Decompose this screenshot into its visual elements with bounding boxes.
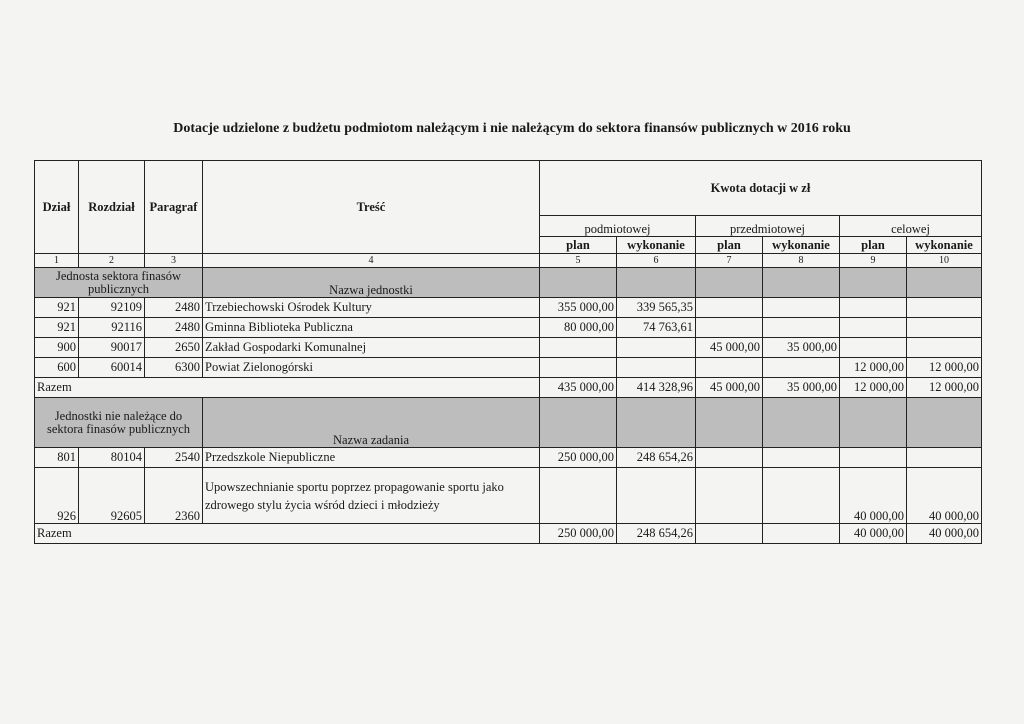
- cell-pod-wykonanie: [617, 358, 696, 378]
- header-celowej: celowej: [840, 216, 982, 237]
- table-row: [35, 318, 982, 338]
- table-row: [35, 338, 982, 358]
- cell-rozdzial: 90017: [79, 338, 145, 358]
- cell-przed-wykonanie: 35 000,00: [763, 338, 840, 358]
- header-przed-plan: plan: [696, 237, 763, 254]
- col-number: 7: [696, 254, 763, 268]
- table-row: [35, 468, 982, 524]
- header-cel-wykonanie: wykonanie: [907, 237, 982, 254]
- total-row: [35, 378, 982, 398]
- cell-przed-plan: [696, 298, 763, 318]
- cell-cel-plan: [840, 318, 907, 338]
- header-przedmiotowej: przedmiotowej: [696, 216, 840, 237]
- cell-pod-plan: [540, 468, 617, 524]
- cell-paragraf: 2650: [145, 338, 203, 358]
- cell-paragraf: 2540: [145, 448, 203, 468]
- total-cel-plan: 12 000,00: [840, 378, 907, 398]
- cell-przed-plan: [696, 358, 763, 378]
- cell-tresc: Przedszkole Niepubliczne: [203, 448, 540, 468]
- cell-cel-wykonanie: 40 000,00: [907, 468, 982, 524]
- total-pod-wykonanie: 248 654,26: [617, 524, 696, 544]
- cell-paragraf: 2360: [145, 468, 203, 524]
- col-number: 4: [203, 254, 540, 268]
- cell-rozdzial: 92605: [79, 468, 145, 524]
- cell-przed-plan: [696, 468, 763, 524]
- total-label: Razem: [35, 524, 540, 544]
- total-label: Razem: [35, 378, 540, 398]
- cell-cel-plan: [840, 298, 907, 318]
- total-cel-wykonanie: 12 000,00: [907, 378, 982, 398]
- header-pod-wykonanie: wykonanie: [617, 237, 696, 254]
- cell-przed-wykonanie: [763, 448, 840, 468]
- col-number: 5: [540, 254, 617, 268]
- cell-cel-wykonanie: 12 000,00: [907, 358, 982, 378]
- col-number: 2: [79, 254, 145, 268]
- cell-pod-wykonanie: [617, 468, 696, 524]
- header-podmiotowej: podmiotowej: [540, 216, 696, 237]
- cell-tresc: Gminna Biblioteka Publiczna: [203, 318, 540, 338]
- cell-dzial: 921: [35, 318, 79, 338]
- section-heading-row: [35, 268, 982, 298]
- cell-pod-plan: [540, 338, 617, 358]
- col-number: 8: [763, 254, 840, 268]
- cell-przed-plan: [696, 448, 763, 468]
- cell-rozdzial: 60014: [79, 358, 145, 378]
- header-rozdzial: Rozdział: [79, 161, 145, 254]
- total-przed-wykonanie: 35 000,00: [763, 378, 840, 398]
- cell-dzial: 801: [35, 448, 79, 468]
- col-number: 3: [145, 254, 203, 268]
- cell-pod-plan: 80 000,00: [540, 318, 617, 338]
- cell-tresc: Zakład Gospodarki Komunalnej: [203, 338, 540, 358]
- cell-przed-wykonanie: [763, 298, 840, 318]
- cell-dzial: 900: [35, 338, 79, 358]
- cell-pod-plan: [540, 358, 617, 378]
- cell-przed-wykonanie: [763, 318, 840, 338]
- cell-paragraf: 2480: [145, 298, 203, 318]
- cell-tresc: Upowszechnianie sportu poprzez propagowanie sportu jako zdrowego stylu życia wśród dzieci i młodzieży: [203, 468, 540, 524]
- cell-rozdzial: 92109: [79, 298, 145, 318]
- header-dzial: Dział: [35, 161, 79, 254]
- col-number: 10: [907, 254, 982, 268]
- cell-cel-wykonanie: [907, 318, 982, 338]
- cell-pod-wykonanie: [617, 338, 696, 358]
- table-row: [35, 358, 982, 378]
- col-number: 9: [840, 254, 907, 268]
- cell-cel-wykonanie: [907, 338, 982, 358]
- total-pod-plan: 435 000,00: [540, 378, 617, 398]
- cell-przed-wykonanie: [763, 358, 840, 378]
- total-przed-wykonanie: [763, 524, 840, 544]
- total-cel-wykonanie: 40 000,00: [907, 524, 982, 544]
- cell-tresc: Powiat Zielonogórski: [203, 358, 540, 378]
- grants-table: [34, 160, 982, 544]
- cell-paragraf: 2480: [145, 318, 203, 338]
- section-label: Jednostki nie należące do sektora finasów publicznych: [35, 398, 203, 448]
- cell-rozdzial: 92116: [79, 318, 145, 338]
- cell-cel-plan: [840, 448, 907, 468]
- page-title: Dotacje udzielone z budżetu podmiotom należącym i nie należącym do sektora finansów publicznych w 2016 roku: [173, 121, 851, 136]
- cell-pod-plan: 355 000,00: [540, 298, 617, 318]
- cell-cel-wykonanie: [907, 298, 982, 318]
- header-przed-wykonanie: wykonanie: [763, 237, 840, 254]
- cell-tresc: Trzebiechowski Ośrodek Kultury: [203, 298, 540, 318]
- column-numbers-row: [35, 254, 982, 268]
- col-number: 1: [35, 254, 79, 268]
- cell-pod-plan: 250 000,00: [540, 448, 617, 468]
- table-row: [35, 298, 982, 318]
- section-name-label: Nazwa jednostki: [203, 268, 540, 298]
- section-label: Jednosta sektora finasów publicznych: [35, 268, 203, 298]
- cell-cel-wykonanie: [907, 448, 982, 468]
- table-row: [35, 448, 982, 468]
- cell-rozdzial: 80104: [79, 448, 145, 468]
- section-name-label: Nazwa zadania: [203, 398, 540, 448]
- total-przed-plan: 45 000,00: [696, 378, 763, 398]
- col-number: 6: [617, 254, 696, 268]
- cell-cel-plan: 12 000,00: [840, 358, 907, 378]
- total-pod-plan: 250 000,00: [540, 524, 617, 544]
- cell-pod-wykonanie: 248 654,26: [617, 448, 696, 468]
- cell-dzial: 926: [35, 468, 79, 524]
- total-cel-plan: 40 000,00: [840, 524, 907, 544]
- cell-dzial: 600: [35, 358, 79, 378]
- cell-cel-plan: [840, 338, 907, 358]
- cell-cel-plan: 40 000,00: [840, 468, 907, 524]
- cell-pod-wykonanie: 74 763,61: [617, 318, 696, 338]
- section-heading-row: [35, 398, 982, 448]
- cell-przed-plan: [696, 318, 763, 338]
- cell-przed-wykonanie: [763, 468, 840, 524]
- total-przed-plan: [696, 524, 763, 544]
- cell-dzial: 921: [35, 298, 79, 318]
- header-paragraf: Paragraf: [145, 161, 203, 254]
- header-kwota: Kwota dotacji w zł: [540, 161, 982, 216]
- header-pod-plan: plan: [540, 237, 617, 254]
- cell-pod-wykonanie: 339 565,35: [617, 298, 696, 318]
- total-pod-wykonanie: 414 328,96: [617, 378, 696, 398]
- cell-paragraf: 6300: [145, 358, 203, 378]
- total-row: [35, 524, 982, 544]
- header-cel-plan: plan: [840, 237, 907, 254]
- header-tresc: Treść: [203, 161, 540, 254]
- cell-przed-plan: 45 000,00: [696, 338, 763, 358]
